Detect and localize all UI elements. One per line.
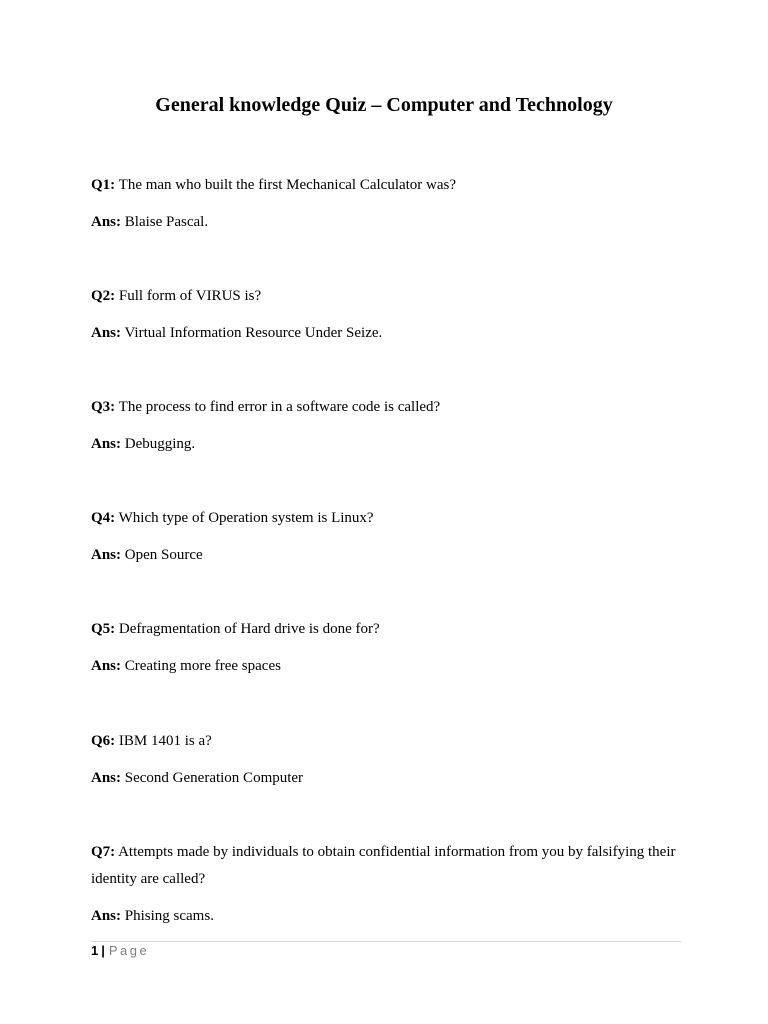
answer-text: Debugging. (121, 436, 196, 452)
qa-item-2 (91, 283, 681, 347)
qa-item-1 (91, 172, 681, 236)
qa-item-7 (91, 839, 681, 930)
question-label: Q2: (91, 288, 116, 304)
question-text: Full form of VIRUS is? (115, 288, 262, 304)
answer-label: Ans: (91, 214, 122, 230)
question-label: Q6: (91, 733, 116, 749)
qa-item-6 (91, 728, 681, 792)
qa-item-5 (91, 616, 681, 680)
question-text: Attempts made by individuals to obtain confidential information from you by falsifying their identity are called? (91, 844, 676, 887)
question-5 (91, 616, 681, 643)
qa-item-3 (91, 394, 681, 458)
question-text: The process to find error in a software code is called? (115, 399, 441, 415)
question-2 (91, 283, 681, 310)
answer-3 (91, 431, 681, 458)
question-label: Q5: (91, 621, 116, 637)
answer-7 (91, 903, 681, 930)
answer-label: Ans: (91, 547, 122, 563)
answer-1 (91, 209, 681, 236)
page-word: Page (108, 943, 150, 958)
answer-5 (91, 653, 681, 680)
question-7 (91, 839, 681, 893)
answer-text: Creating more free spaces (121, 658, 281, 674)
answer-text: Phising scams. (121, 908, 214, 924)
question-text: The man who built the first Mechanical Calculator was? (115, 177, 457, 193)
question-label: Q3: (91, 399, 116, 415)
question-text: IBM 1401 is a? (115, 733, 212, 749)
answer-4 (91, 542, 681, 569)
question-label: Q4: (91, 510, 116, 526)
question-4 (91, 505, 681, 532)
answer-label: Ans: (91, 908, 122, 924)
question-1 (91, 172, 681, 199)
answer-text: Second Generation Computer (121, 770, 304, 786)
question-text: Defragmentation of Hard drive is done for? (115, 621, 380, 637)
answer-text: Blaise Pascal. (121, 214, 209, 230)
answer-6 (91, 765, 681, 792)
question-label: Q1: (91, 177, 116, 193)
page-footer (91, 942, 149, 960)
page-number: 1 (91, 943, 99, 958)
answer-label: Ans: (91, 658, 122, 674)
qa-item-4 (91, 505, 681, 569)
answer-text: Virtual Information Resource Under Seize. (121, 325, 383, 341)
footer-separator: | (101, 943, 105, 958)
document-title: General knowledge Quiz – Computer and Technology (155, 94, 613, 116)
answer-label: Ans: (91, 770, 122, 786)
question-6 (91, 728, 681, 755)
answer-2 (91, 320, 681, 347)
answer-label: Ans: (91, 325, 122, 341)
question-label: Q7: (91, 844, 116, 860)
question-text: Which type of Operation system is Linux? (115, 510, 374, 526)
answer-text: Open Source (121, 547, 203, 563)
answer-label: Ans: (91, 436, 122, 452)
question-3 (91, 394, 681, 421)
footer-divider (91, 941, 681, 942)
